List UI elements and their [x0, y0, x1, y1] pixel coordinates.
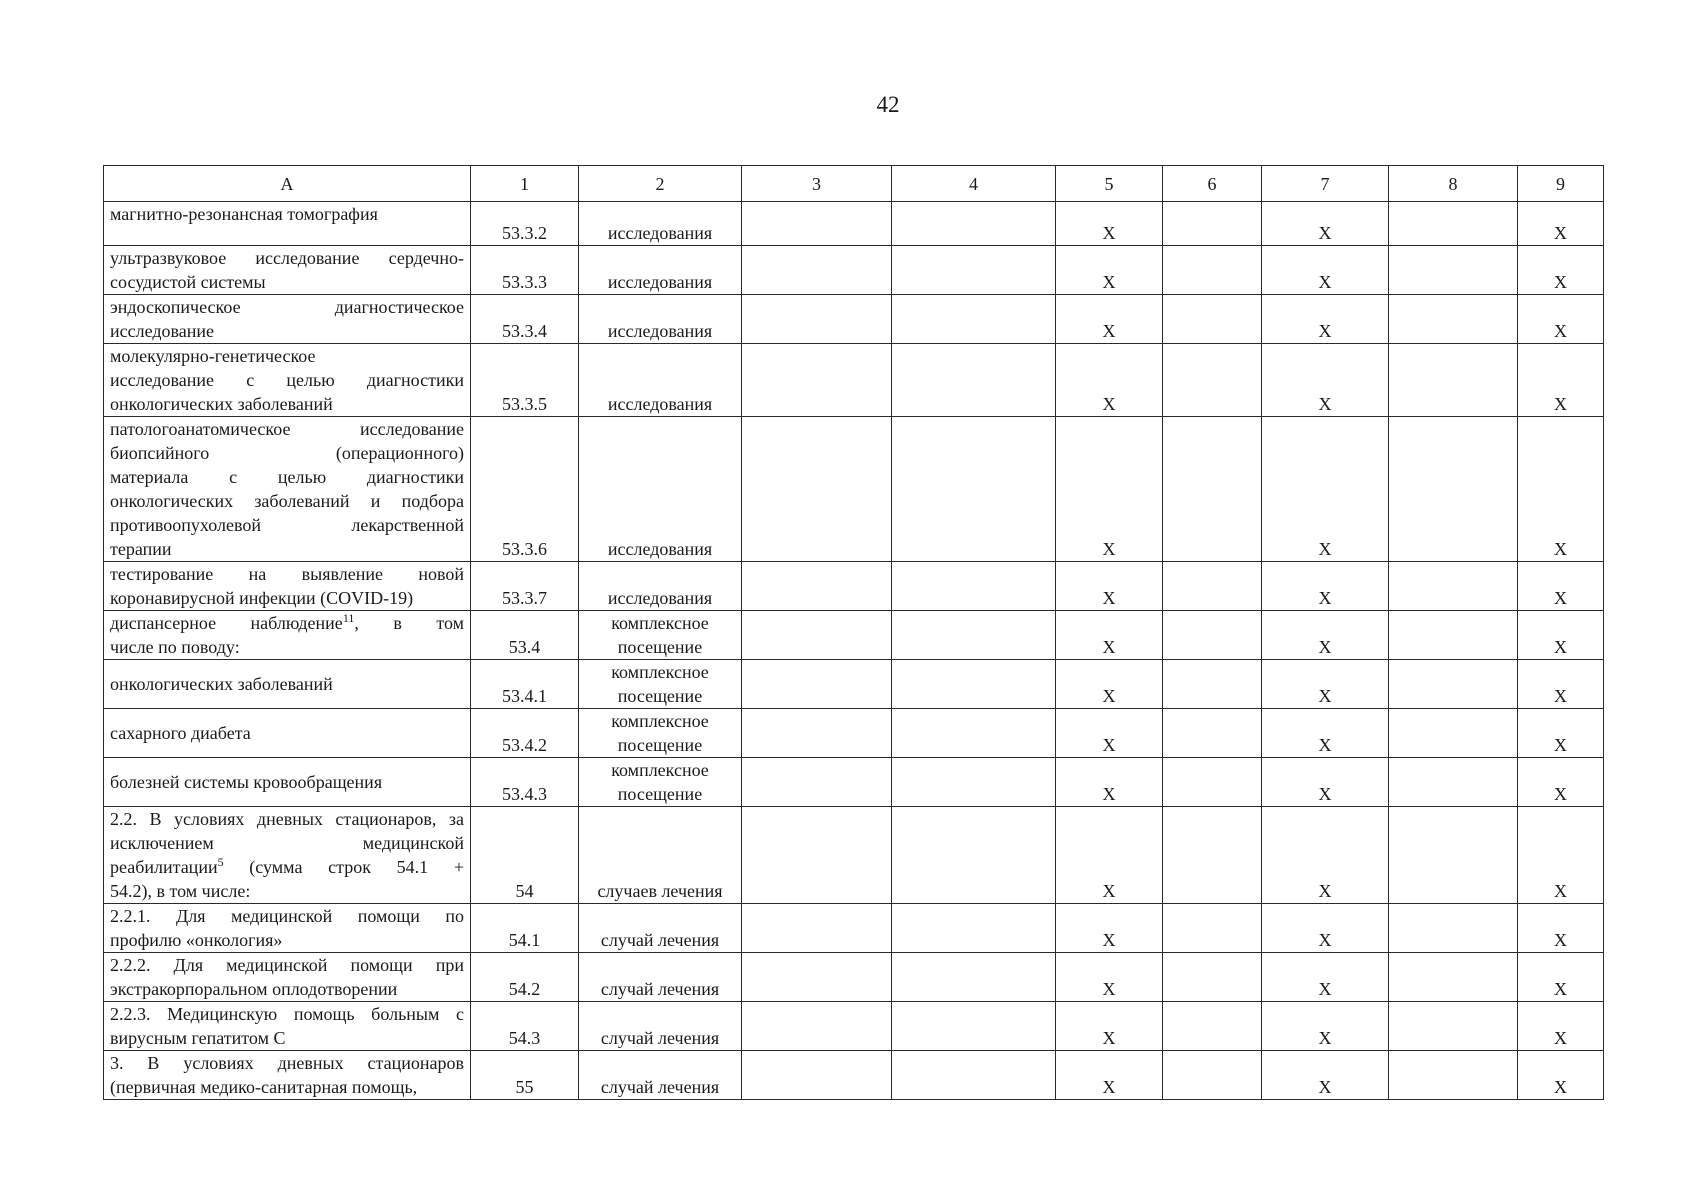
- empty-cell: [1389, 709, 1518, 758]
- description-line: экстракорпоральном оплодотворении: [110, 979, 398, 999]
- empty-cell: [1389, 611, 1518, 660]
- x-mark-cell: X: [1056, 202, 1163, 246]
- empty-cell: [742, 562, 892, 611]
- row-description: [104, 344, 471, 417]
- row-unit: случай лечения: [579, 904, 742, 953]
- row-unit: исследования: [579, 295, 742, 344]
- empty-cell: [892, 904, 1056, 953]
- x-mark-cell: X: [1262, 1051, 1389, 1100]
- description-line: сосудистой системы: [110, 272, 266, 292]
- description-line: 54.2), в том числе:: [110, 881, 251, 901]
- description-line: тестирование на выявление новой: [110, 564, 464, 584]
- empty-cell: [1163, 807, 1262, 904]
- x-mark-cell: X: [1518, 807, 1604, 904]
- row-description: [104, 611, 471, 660]
- row-description: [104, 1002, 471, 1051]
- table-row: [104, 904, 1604, 953]
- statistics-table: [103, 165, 1604, 1100]
- table-row: [104, 295, 1604, 344]
- table-row: [104, 807, 1604, 904]
- x-mark-cell: X: [1262, 660, 1389, 709]
- row-code: 53.4.1: [471, 660, 579, 709]
- row-description: [104, 295, 471, 344]
- x-mark-cell: X: [1262, 953, 1389, 1002]
- empty-cell: [892, 295, 1056, 344]
- row-description: [104, 709, 471, 758]
- x-mark-cell: X: [1056, 295, 1163, 344]
- empty-cell: [1163, 344, 1262, 417]
- empty-cell: [892, 562, 1056, 611]
- row-unit: комплексное посещение: [579, 709, 742, 758]
- table-row: [104, 246, 1604, 295]
- description-line: числе по поводу:: [110, 637, 240, 657]
- column-header: 4: [892, 166, 1056, 202]
- empty-cell: [1163, 611, 1262, 660]
- row-description: [104, 660, 471, 709]
- empty-cell: [742, 660, 892, 709]
- x-mark-cell: X: [1518, 709, 1604, 758]
- row-unit: исследования: [579, 562, 742, 611]
- empty-cell: [1389, 202, 1518, 246]
- x-mark-cell: X: [1262, 344, 1389, 417]
- description-line: (первичная медико-санитарная помощь,: [110, 1077, 418, 1097]
- row-description: [104, 807, 471, 904]
- description-line: 3. В условиях дневных стационаров: [110, 1053, 464, 1073]
- empty-cell: [1389, 1002, 1518, 1051]
- description-line: ультразвуковое исследование сердечно-: [110, 248, 464, 268]
- x-mark-cell: X: [1056, 904, 1163, 953]
- empty-cell: [1389, 417, 1518, 562]
- empty-cell: [892, 417, 1056, 562]
- column-header: 3: [742, 166, 892, 202]
- row-description: [104, 417, 471, 562]
- x-mark-cell: X: [1518, 953, 1604, 1002]
- row-description: [104, 246, 471, 295]
- empty-cell: [1389, 758, 1518, 807]
- empty-cell: [742, 202, 892, 246]
- x-mark-cell: X: [1518, 758, 1604, 807]
- empty-cell: [1389, 562, 1518, 611]
- description-line: исследование с целью диагностики: [110, 370, 464, 390]
- x-mark-cell: X: [1518, 660, 1604, 709]
- x-mark-cell: X: [1056, 344, 1163, 417]
- x-mark-cell: X: [1518, 562, 1604, 611]
- empty-cell: [1163, 904, 1262, 953]
- x-mark-cell: X: [1518, 344, 1604, 417]
- empty-cell: [742, 344, 892, 417]
- table-row: [104, 709, 1604, 758]
- empty-cell: [1389, 953, 1518, 1002]
- description-line: молекулярно-генетическое: [110, 346, 316, 366]
- row-code: 53.3.3: [471, 246, 579, 295]
- empty-cell: [742, 417, 892, 562]
- description-line: 2.2. В условиях дневных стационаров, за: [110, 809, 464, 829]
- empty-cell: [1389, 660, 1518, 709]
- row-code: 54.3: [471, 1002, 579, 1051]
- x-mark-cell: X: [1262, 758, 1389, 807]
- column-header: 1: [471, 166, 579, 202]
- column-header: 6: [1163, 166, 1262, 202]
- table-row: [104, 953, 1604, 1002]
- x-mark-cell: X: [1518, 1051, 1604, 1100]
- description-line: патологоанатомическое исследование: [110, 419, 464, 439]
- column-header: 9: [1518, 166, 1604, 202]
- empty-cell: [1389, 246, 1518, 295]
- empty-cell: [1163, 1051, 1262, 1100]
- table-row: [104, 202, 1604, 246]
- description-line: болезней системы кровообращения: [110, 772, 383, 792]
- x-mark-cell: X: [1262, 202, 1389, 246]
- x-mark-cell: X: [1262, 709, 1389, 758]
- empty-cell: [1163, 246, 1262, 295]
- page-number: 42: [876, 92, 900, 117]
- x-mark-cell: X: [1518, 202, 1604, 246]
- description-line: 2.2.2. Для медицинской помощи при: [110, 955, 464, 975]
- x-mark-cell: X: [1262, 611, 1389, 660]
- x-mark-cell: X: [1056, 709, 1163, 758]
- empty-cell: [742, 807, 892, 904]
- column-header: 8: [1389, 166, 1518, 202]
- x-mark-cell: X: [1518, 246, 1604, 295]
- x-mark-cell: X: [1262, 807, 1389, 904]
- description-line: противоопухолевой лекарственной: [110, 515, 464, 535]
- column-header: 2: [579, 166, 742, 202]
- row-description: [104, 904, 471, 953]
- table-row: [104, 344, 1604, 417]
- x-mark-cell: X: [1518, 904, 1604, 953]
- description-line: коронавирусной инфекции (COVID-19): [110, 588, 414, 608]
- description-line: онкологических заболеваний и подбора: [110, 491, 464, 511]
- description-line: онкологических заболеваний: [110, 394, 333, 414]
- description-line: реабилитации$^5$ (сумма строк 54.1 +: [110, 855, 464, 877]
- x-mark-cell: X: [1056, 758, 1163, 807]
- description-line: магнитно-резонансная томография: [110, 204, 378, 224]
- header-row: [104, 166, 1604, 202]
- empty-cell: [742, 953, 892, 1002]
- row-description: [104, 953, 471, 1002]
- empty-cell: [742, 1002, 892, 1051]
- table-row: [104, 758, 1604, 807]
- row-unit: случай лечения: [579, 1051, 742, 1100]
- empty-cell: [742, 611, 892, 660]
- empty-cell: [1389, 1051, 1518, 1100]
- row-unit: комплексное посещение: [579, 660, 742, 709]
- x-mark-cell: X: [1518, 417, 1604, 562]
- empty-cell: [892, 709, 1056, 758]
- description-line: биопсийного (операционного): [110, 443, 464, 463]
- x-mark-cell: X: [1056, 417, 1163, 562]
- table-row: [104, 611, 1604, 660]
- row-code: 53.4.3: [471, 758, 579, 807]
- row-unit: исследования: [579, 417, 742, 562]
- row-code: 53.3.4: [471, 295, 579, 344]
- x-mark-cell: X: [1056, 953, 1163, 1002]
- column-header: 7: [1262, 166, 1389, 202]
- description-line: терапии: [110, 539, 172, 559]
- description-line: сахарного диабета: [110, 723, 251, 743]
- x-mark-cell: X: [1262, 562, 1389, 611]
- row-description: [104, 202, 471, 246]
- empty-cell: [1163, 295, 1262, 344]
- x-mark-cell: X: [1518, 295, 1604, 344]
- x-mark-cell: X: [1262, 1002, 1389, 1051]
- x-mark-cell: X: [1518, 1002, 1604, 1051]
- empty-cell: [892, 246, 1056, 295]
- empty-cell: [892, 953, 1056, 1002]
- x-mark-cell: X: [1518, 611, 1604, 660]
- description-line: исследование: [110, 321, 215, 341]
- table-row: [104, 1051, 1604, 1100]
- description-line: 2.2.3. Медицинскую помощь больным с: [110, 1004, 464, 1024]
- row-description: [104, 758, 471, 807]
- row-code: 53.3.2: [471, 202, 579, 246]
- empty-cell: [892, 1051, 1056, 1100]
- row-unit: исследования: [579, 344, 742, 417]
- x-mark-cell: X: [1056, 611, 1163, 660]
- table-row: [104, 417, 1604, 562]
- row-description: [104, 1051, 471, 1100]
- description-line: профилю «онкология»: [110, 930, 283, 950]
- column-header: 5: [1056, 166, 1163, 202]
- empty-cell: [1163, 709, 1262, 758]
- empty-cell: [1389, 344, 1518, 417]
- empty-cell: [742, 246, 892, 295]
- description-line: вирусным гепатитом С: [110, 1028, 286, 1048]
- table-row: [104, 1002, 1604, 1051]
- empty-cell: [742, 295, 892, 344]
- description-line: диспансерное наблюдение$^{11}$, в том: [110, 611, 464, 633]
- row-code: 55: [471, 1051, 579, 1100]
- empty-cell: [1163, 1002, 1262, 1051]
- description-line: 2.2.1. Для медицинской помощи по: [110, 906, 464, 926]
- x-mark-cell: X: [1056, 807, 1163, 904]
- description-line: материала с целью диагностики: [110, 467, 464, 487]
- empty-cell: [1163, 758, 1262, 807]
- description-line: онкологических заболеваний: [110, 674, 333, 694]
- empty-cell: [892, 807, 1056, 904]
- row-description: [104, 562, 471, 611]
- empty-cell: [742, 758, 892, 807]
- empty-cell: [1389, 904, 1518, 953]
- row-unit: исследования: [579, 246, 742, 295]
- row-unit: случай лечения: [579, 1002, 742, 1051]
- table-row: [104, 562, 1604, 611]
- x-mark-cell: X: [1056, 1051, 1163, 1100]
- empty-cell: [742, 709, 892, 758]
- table-row: [104, 660, 1604, 709]
- empty-cell: [892, 202, 1056, 246]
- row-code: 54.2: [471, 953, 579, 1002]
- empty-cell: [742, 904, 892, 953]
- x-mark-cell: X: [1056, 660, 1163, 709]
- empty-cell: [1163, 660, 1262, 709]
- empty-cell: [1163, 417, 1262, 562]
- row-unit: исследования: [579, 202, 742, 246]
- empty-cell: [1163, 953, 1262, 1002]
- description-line: исключением медицинской: [110, 833, 464, 853]
- x-mark-cell: X: [1262, 246, 1389, 295]
- column-header: А: [104, 166, 471, 202]
- row-unit: комплексное посещение: [579, 611, 742, 660]
- row-code: 53.3.7: [471, 562, 579, 611]
- row-code: 53.3.6: [471, 417, 579, 562]
- row-code: 54: [471, 807, 579, 904]
- empty-cell: [892, 758, 1056, 807]
- empty-cell: [1389, 295, 1518, 344]
- x-mark-cell: X: [1262, 417, 1389, 562]
- x-mark-cell: X: [1056, 246, 1163, 295]
- empty-cell: [892, 611, 1056, 660]
- row-code: 53.4.2: [471, 709, 579, 758]
- x-mark-cell: X: [1056, 562, 1163, 611]
- x-mark-cell: X: [1262, 295, 1389, 344]
- row-unit: комплексное посещение: [579, 758, 742, 807]
- row-unit: случаев лечения: [579, 807, 742, 904]
- empty-cell: [892, 344, 1056, 417]
- row-code: 53.3.5: [471, 344, 579, 417]
- empty-cell: [1389, 807, 1518, 904]
- x-mark-cell: X: [1056, 1002, 1163, 1051]
- empty-cell: [1163, 562, 1262, 611]
- empty-cell: [892, 1002, 1056, 1051]
- description-line: эндоскопическое диагностическое: [110, 297, 464, 317]
- x-mark-cell: X: [1262, 904, 1389, 953]
- row-code: 53.4: [471, 611, 579, 660]
- row-unit: случай лечения: [579, 953, 742, 1002]
- empty-cell: [1163, 202, 1262, 246]
- row-code: 54.1: [471, 904, 579, 953]
- empty-cell: [742, 1051, 892, 1100]
- empty-cell: [892, 660, 1056, 709]
